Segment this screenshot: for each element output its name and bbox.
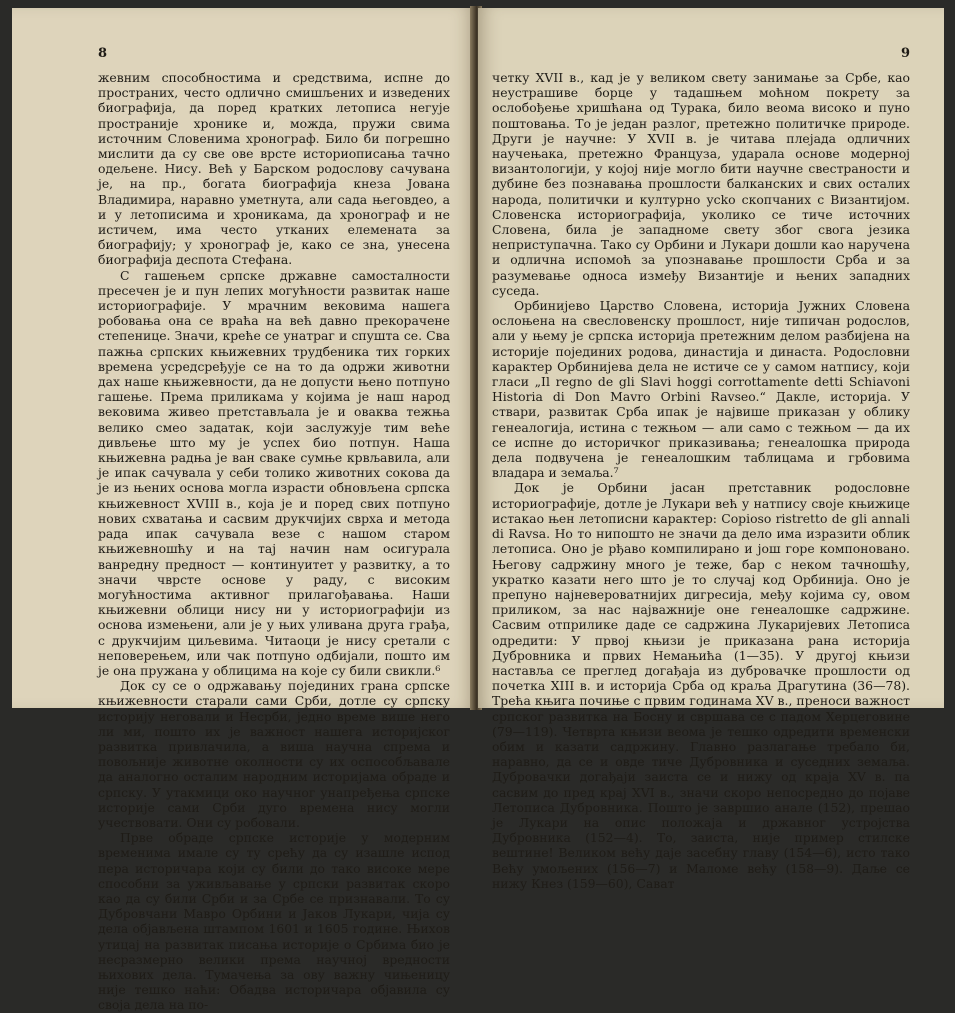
paragraph: Док је Орбини јасан претставник родословне историографије, дотле је Лукари већ у натпису своје књижице истакао њен летописни карактер: Copioso ristretto de gli annali di Ravsa. Но то нипошто не значи да дело има изразити облик летописа. Оно је рђаво компилирано и још горе компоновано. Његову садржину много је теже, бар с неком тачношћу, укратко казати него што је то случај код Орбинија. Оно је препуно најневероватнијих дигресија, међу којима су, овом приликом, за нас најважније оне генеалошке садржине. Сасвим отприлике даде се садржина Лукаријевих Летописа одредити: У првој књизи је приказана рана историја Дубровника и првих Немањића (1—35). У другој књизи наставља се преглед догађаја из дубровачке прошлости од почетка XIII в. и историја Срба од краља Драгутина (36—78). Трећа књига почиње с првим годинама XV в., преноси важност српског развитка на Босну и свршава се с падом Херцеговине (79—119). Четврта књизи веома је тешко одредити временски обим и казати садржину. Главно разлагање требало би, наравно, да се и овде тиче Дубровника и суседних земаља. Дубровачки догађаји заиста се и нижу од краја XV в. па сасвим до пред крај XVI в., значи скоро непосредно до појаве Летописа Дубровника. Пошто је завршио анале (152), прешао је Лукари на опис положаја и државног устројства Дубровника (152—4). То, заиста, није пример стилске вештине! Великом већу даје засебну главу (154—6), исто тако Већу умољених (156—7) и Маломе већу (158—9). Даље се нижу Кнез (159—60), Сават <box>492 480 910 891</box>
right-page-text <box>492 70 910 891</box>
page-number-right: 9 <box>900 46 910 61</box>
right-page <box>478 8 944 891</box>
paragraph: жевним способностима и средствима, испне до пространих, често одлично смишљених и изведених биографија, да поред кратких летописа негује пространије хронике и, можда, пружи свима источним Словенима хронограф. Било би погрешно мислити да су све ове врсте историописања тачно одељене. Нису. Већ у Барском родослову сачувана је, на пр., богата биографија кнеза Јована Владимира, наравно уметнута, али сада његовдео, а и у летописима и хроникама, да хронограф и не истичем, има често утканих елемената за биографију; у хронограф је, како се зна, унесена биографија деспота Стефана. <box>98 70 450 268</box>
page-number-left: 8 <box>98 46 108 61</box>
paragraph: Орбинијево Царство Словена, историја Јужних Словена ослоњена на свесловенску прошлост, није типичан родослов, али у њему је српска историја претежним делом разбијена на историје појединих родова, династија и династа. Родословни карактер Орбинијева дела не истиче се у самом натпису, који гласи „Il regno de gli Slavi hoggi corrottamente detti Schiavoni Historia di Don Mavro Orbini Ravseo.“ Дакле, историја. У ствари, развитак Срба ипак је највише приказан у облику генеалогија, истина с тежњом — али само с тежњом — да их се испне до историчког приказивања; генеалошка природа дела подвучена је генеалошким таблицама и грбовима владара и земаља.⁷ <box>492 298 910 481</box>
paragraph: С гашењем српске државне самосталности пресечен је и пун лепих могућности развитак наше историографије. У мрачним вековима нашега робовања она се враћа на већ давно прекорачене степенице. Значи, креће се унатраг и спушта се. Сва пажња српских књижевних трудбеника тих горких времена усредсређује се на то да одржи животни дах наше књижевности, да не допусти њено потпуно гашење. Према приликама у којима је наш народ вековима живео претстављала је и оваква тежња велико смео задатак, који заслужује тим веће дивљење што му је успех био потпун. Наша књижевна радња је ван сваке сумње крвљавила, али је ипак сачувала у себи толико животних сокова да је из њених основа могла израсти обновљена српска књижевност XVIII в., која је и поред свих потпуно нових схватања и сасвим друкчијих сврха и метода рада ипак сачувала везе с нашом старом књижевношћу и на тај начин нам осигурала ванредну предност — континуитет у развитку, а то значи чврсте основе у раду, с високим могућностима активног прилагођавања. Наши књижевни облици нису ни у историографији из основа измењени, али је у њих уливана друга грађа, с друкчијим циљевима. Читаоци је нису сретали с неповерењем, или чак потпуно одбијали, пошто им је она пружана у облицима на које су били свикли.⁶ <box>98 267 450 678</box>
left-page-text <box>98 70 450 1013</box>
paragraph: Прве обраде српске историје у модерним временима имале су ту срећу да су изашле испод пера историчара који су били до тако високе мере способни за уживљавање у српски развитак скоро као да су били Срби и за Србе се признавали. То су Дубровчани Мавро Орбини и Јаков Лукари, чија су дела објављена штампом 1601 и 1605 године. Њихов утицај на развитак писања историје о Србима био је несразмерно велики према научној вредности њихових дела. Тумачења за ову важну чињеницу није тешко наћи: Обадва историчара објавила су своја дела на по- <box>98 830 450 1013</box>
left-page <box>12 8 474 1013</box>
paragraph: четку XVII в., кад је у великом свету занимање за Србе, као неустрашиве борце у тадашњем моћном покрету за ослобођење хришћана од Турака, било веома високо и пуно поштовања. То је један разлог, претежно политичке природе. Други је научне: У XVII в. је читава плејада одличних научењака, претежно Француза, ударала основе модерној византологији, у којој није могло бити научне свестраности и дубине без познавања прошлости балканских и свих осталих народа, политички и културно усko скопчаних с Византијом. Словенска историографија, уколико се тиче источних Словена, била је западноме свету због свога језика неприступачна. Тако су Орбини и Лукари дошли као наручена и одлична испомоћ за упознавање прошлости Срба и за разумевање односа између Византије и њених западних суседа. <box>492 70 910 298</box>
paragraph: Док су се о одржавању појединих грана српске књижевности старали сами Срби, дотле су српску историју неговали и Несрби, једно време више него ли ми, пошто их је важност нашега историјског развитка привлачила, а виша научна спрема и повољније животне околности су их оспособљавале да аналогно осталим народним историјама обраде и српску. У утакмици око научног унапређења српске историје сами Срби дуго времена нису могли учествовати. Они су робовали. <box>98 678 450 830</box>
